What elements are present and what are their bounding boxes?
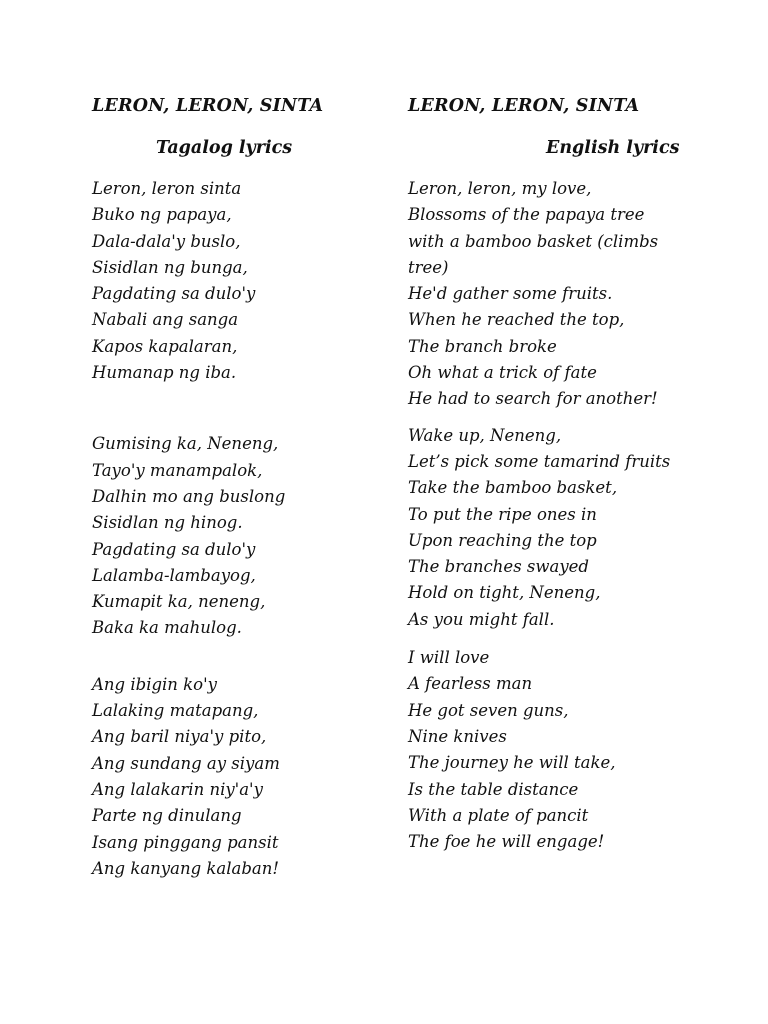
lyric-line: Buko ng papaya, [92,205,232,225]
lyric-line: A fearless man [408,674,533,694]
lyric-line: I will love [408,648,490,668]
lyric-line: Ang ibigin ko'y [92,674,217,694]
lyric-line: Lalamba-lambayog, [92,565,256,585]
tagalog-column [92,93,382,882]
lyric-line: Tayo'y manampalok, [92,460,263,480]
english-stanza-3 [408,645,708,855]
lyric-line: The branch broke [408,336,557,356]
lyric-line: Gumising ka, Neneng, [92,434,279,454]
lyric-line: Take the bamboo basket, [408,478,618,498]
lyric-line: Ang kanyang kalaban! [92,858,280,878]
lyric-line: To put the ripe ones in [408,504,597,524]
english-stanza-1 [408,176,708,413]
lyric-line: Sisidlan ng hinog. [92,513,243,533]
lyric-line: Kumapit ka, neneng, [92,592,266,612]
lyric-line: He'd gather some fruits. [408,284,613,304]
lyric-line: Wake up, Neneng, [408,425,562,445]
lyric-line: Blossoms of the papaya tree [408,205,645,225]
lyric-line: Pagdating sa dulo'y [92,539,256,559]
lyric-line: Let’s pick some tamarind fruits [408,451,671,471]
song-title-tagalog: LERON, LERON, SINTA [92,96,324,116]
lyric-line: Oh what a trick of fate [408,363,597,383]
lyric-line: He had to search for another! [408,389,658,409]
lyric-line: He got seven guns, [408,700,569,720]
lyric-line: tree) [408,257,449,277]
lyric-line: Lalaking matapang, [92,701,259,721]
lyric-line: With a plate of pancit [408,805,589,825]
lyric-line: Kapos kapalaran, [92,336,238,356]
song-title-english: LERON, LERON, SINTA [408,96,640,116]
lyric-line: Ang sundang ay siyam [92,753,280,773]
english-stanza-2 [408,423,708,633]
lyric-line: Dala-dala'y buslo, [92,231,241,251]
lyric-line: Dalhin mo ang buslong [92,486,286,506]
english-column [408,93,708,855]
lyric-line: Isang pinggang pansit [92,832,279,852]
tagalog-lyrics-heading: Tagalog lyrics [156,138,293,158]
tagalog-stanza-1 [92,176,382,386]
lyric-line: The journey he will take, [408,753,616,773]
lyric-line: The foe he will engage! [408,832,605,852]
lyric-line: Humanap ng iba. [92,363,237,383]
lyric-line: The branches swayed [408,557,589,577]
english-lyrics-heading: English lyrics [546,138,680,158]
lyric-line: Nine knives [408,726,507,746]
lyric-line: Ang lalakarin niy'a'y [92,779,263,799]
lyric-line: Sisidlan ng bunga, [92,257,248,277]
lyric-line: When he reached the top, [408,310,625,330]
lyric-line: Leron, leron sinta [92,179,242,198]
lyric-line: Is the table distance [408,779,579,799]
lyric-line: Parte ng dinulang [92,806,242,826]
tagalog-stanza-2 [92,431,382,641]
lyric-line: Ang baril niya'y pito, [92,727,267,747]
lyric-line: Leron, leron, my love, [408,179,592,198]
tagalog-stanza-3 [92,672,382,882]
lyric-line: Nabali ang sanga [92,310,239,330]
lyric-line: Hold on tight, Neneng, [408,583,601,603]
lyric-line: with a bamboo basket (climbs [408,231,659,251]
lyric-line: Pagdating sa dulo'y [92,284,256,304]
lyric-line: Upon reaching the top [408,530,597,550]
lyric-line: Baka ka mahulog. [92,618,242,638]
lyric-line: As you might fall. [408,609,555,629]
